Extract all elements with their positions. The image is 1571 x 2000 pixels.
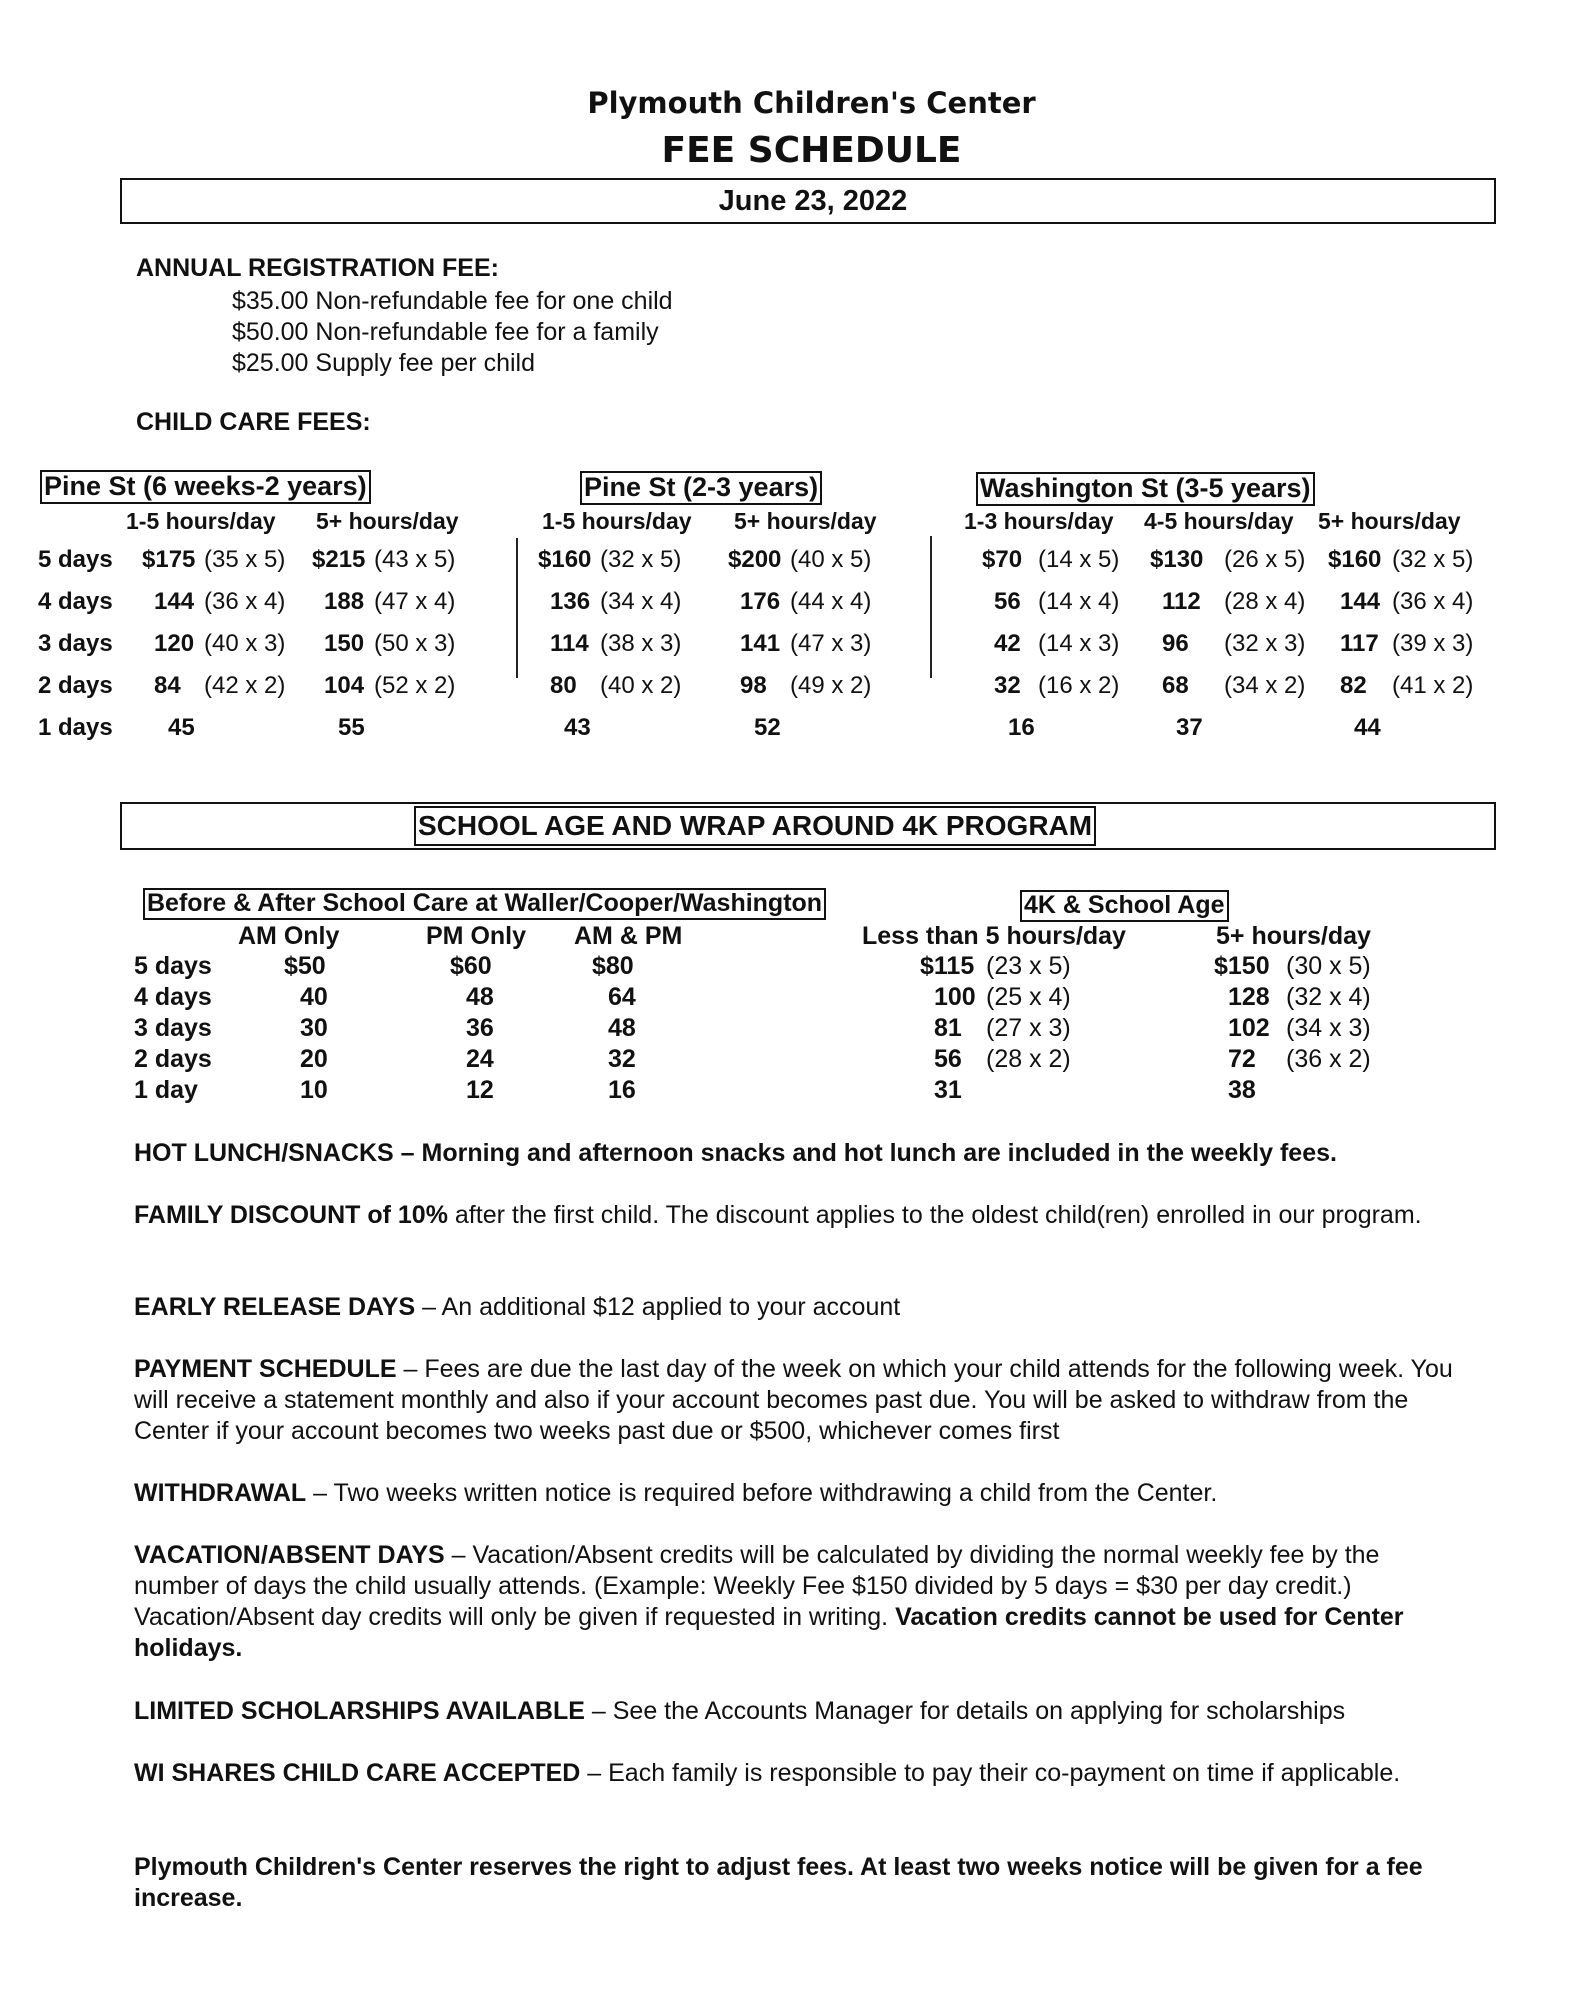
- policy-wi-shares: WI SHARES CHILD CARE ACCEPTED – Each family is responsible to pay their co-payment on time if applicable.: [134, 1759, 1401, 1787]
- fee-calc: (14 x 4): [1038, 588, 1120, 615]
- policy-reserve-rights: Plymouth Children's Center reserves the right to adjust fees. At least two weeks notice will be given for a fee increase.: [134, 1853, 1423, 1912]
- fee-calc: (41 x 2): [1392, 672, 1474, 699]
- fee-calc: (30 x 5): [1286, 952, 1371, 980]
- fee-calc: (14 x 3): [1038, 630, 1120, 657]
- fee-price: 72: [1228, 1045, 1256, 1073]
- day-label: 1 days: [38, 714, 113, 741]
- fee-calc: (32 x 5): [600, 546, 682, 573]
- policy-early-release: EARLY RELEASE DAYS – An additional $12 applied to your account: [134, 1293, 901, 1321]
- k4-title: 4K & School Age: [1020, 890, 1229, 922]
- day-label: 3 days: [38, 630, 113, 657]
- fee-calc: (43 x 5): [374, 546, 456, 573]
- fee-calc: (38 x 3): [600, 630, 682, 657]
- fee-price: 48: [608, 1014, 636, 1042]
- fee-price: 30: [300, 1014, 328, 1042]
- fee-price: 55: [338, 714, 365, 741]
- fee-price: 188: [324, 588, 365, 615]
- col-header: 5+ hours/day: [316, 508, 459, 534]
- fee-price: 102: [1228, 1014, 1270, 1042]
- fee-price: 136: [550, 588, 591, 615]
- fee-price: 24: [466, 1045, 494, 1073]
- fee-price: 16: [1008, 714, 1035, 741]
- fee-price: 80: [550, 672, 577, 699]
- policy-payment: PAYMENT SCHEDULE – Fees are due the last day of the week on which your child attends for the following week. You will receive a statement monthly and also if your account becomes past due. You will be asked to withdraw from the Center if your account becomes two weeks past due or $500, whichever comes first: [134, 1355, 1453, 1445]
- fee-price: 81: [934, 1014, 962, 1042]
- col-header: 1-3 hours/day: [964, 508, 1114, 534]
- fee-price: 144: [154, 588, 195, 615]
- fee-price: 84: [154, 672, 181, 699]
- fee-price: 117: [1340, 630, 1379, 657]
- fee-calc: (28 x 4): [1224, 588, 1306, 615]
- fee-calc: (47 x 4): [374, 588, 456, 615]
- fee-price: 96: [1162, 630, 1189, 657]
- policy-family-discount: FAMILY DISCOUNT of 10% after the first child. The discount applies to the oldest child(ren) enrolled in our program.: [134, 1201, 1422, 1229]
- fee-calc: (50 x 3): [374, 630, 456, 657]
- group-title-pine-toddler: Pine St (2-3 years): [580, 471, 822, 505]
- fee-calc: (40 x 3): [204, 630, 286, 657]
- fee-calc: (44 x 4): [790, 588, 872, 615]
- fee-calc: (52 x 2): [374, 672, 456, 699]
- fee-price: 16: [608, 1076, 636, 1104]
- fee-price: 48: [466, 983, 494, 1011]
- col-header: 5+ hours/day: [1318, 508, 1461, 534]
- fee-calc: (36 x 4): [204, 588, 286, 615]
- fee-price: $60: [450, 952, 492, 980]
- date-banner: [120, 178, 1496, 224]
- fee-calc: (14 x 5): [1038, 546, 1120, 573]
- day-label: 2 days: [134, 1045, 212, 1073]
- fee-calc: (23 x 5): [986, 952, 1071, 980]
- fee-calc: (16 x 2): [1038, 672, 1120, 699]
- fee-price: 150: [324, 630, 365, 657]
- column-divider: [930, 536, 932, 678]
- fee-calc: (39 x 3): [1392, 630, 1474, 657]
- fee-calc: (35 x 5): [204, 546, 286, 573]
- col-header: AM & PM: [574, 922, 683, 950]
- col-header: AM Only: [238, 922, 340, 950]
- col-header: 1-5 hours/day: [126, 508, 276, 534]
- date-text: June 23, 2022: [718, 185, 908, 217]
- fee-price: $70: [982, 546, 1023, 573]
- col-header: 5+ hours/day: [1216, 922, 1371, 950]
- registration-heading: ANNUAL REGISTRATION FEE:: [136, 254, 499, 282]
- fee-calc: (25 x 4): [986, 983, 1071, 1011]
- page-title: FEE SCHEDULE: [661, 130, 962, 171]
- fee-calc: (32 x 3): [1224, 630, 1306, 657]
- fee-price: 52: [754, 714, 781, 741]
- fee-price: 36: [466, 1014, 494, 1042]
- fee-price: $130: [1150, 546, 1204, 573]
- col-header: 5+ hours/day: [734, 508, 877, 534]
- group-title-pine-infant: Pine St (6 weeks-2 years): [40, 470, 371, 504]
- fee-price: 82: [1340, 672, 1367, 699]
- fee-price: $160: [538, 546, 592, 573]
- registration-lines: [232, 286, 673, 379]
- fee-price: $215: [312, 546, 366, 573]
- registration-line: $35.00 Non-refundable fee for one child: [232, 287, 673, 315]
- fee-price: 45: [168, 714, 195, 741]
- fee-price: $50: [284, 952, 326, 980]
- day-label: 2 days: [38, 672, 113, 699]
- col-header: 4-5 hours/day: [1144, 508, 1294, 534]
- fee-price: 31: [934, 1076, 962, 1104]
- fee-price: 64: [608, 983, 636, 1011]
- fee-price: 128: [1228, 983, 1270, 1011]
- fee-price: 40: [300, 983, 328, 1011]
- day-label: 5 days: [38, 546, 113, 573]
- fee-price: 44: [1354, 714, 1381, 741]
- fee-price: 38: [1228, 1076, 1256, 1104]
- fee-price: 37: [1176, 714, 1203, 741]
- fee-calc: (49 x 2): [790, 672, 872, 699]
- fee-price: 12: [466, 1076, 494, 1104]
- fee-price: $175: [142, 546, 196, 573]
- policy-withdrawal: WITHDRAWAL – Two weeks written notice is required before withdrawing a child from the Center.: [134, 1479, 1218, 1507]
- fee-calc: (34 x 2): [1224, 672, 1306, 699]
- fee-calc: (28 x 2): [986, 1045, 1071, 1073]
- group-title-washington: Washington St (3-5 years): [976, 472, 1315, 506]
- fee-calc: (42 x 2): [204, 672, 286, 699]
- fee-price: 56: [994, 588, 1021, 615]
- fee-price: 32: [994, 672, 1021, 699]
- fee-price: $150: [1214, 952, 1270, 980]
- fee-price: 100: [934, 983, 976, 1011]
- fee-price: $80: [592, 952, 634, 980]
- child-care-heading: CHILD CARE FEES:: [136, 408, 371, 436]
- fee-price: 98: [740, 672, 767, 699]
- fee-price: 68: [1162, 672, 1189, 699]
- day-label: 4 days: [38, 588, 113, 615]
- school-age-banner: [120, 802, 1496, 850]
- policy-scholarships: LIMITED SCHOLARSHIPS AVAILABLE – See the Accounts Manager for details on applying for scholarships: [134, 1697, 1346, 1725]
- before-after-title: Before & After School Care at Waller/Cooper/Washington: [143, 888, 826, 920]
- fee-calc: (34 x 4): [600, 588, 682, 615]
- day-label: 3 days: [134, 1014, 212, 1042]
- fee-calc: (40 x 2): [600, 672, 682, 699]
- fee-price: 144: [1340, 588, 1381, 615]
- school-age-title: SCHOOL AGE AND WRAP AROUND 4K PROGRAM: [414, 806, 1096, 846]
- fee-price: 112: [1162, 588, 1201, 615]
- col-header: PM Only: [426, 922, 527, 950]
- fee-price: 120: [154, 630, 195, 657]
- fee-price: 20: [300, 1045, 328, 1073]
- fee-price: 114: [550, 630, 589, 657]
- day-label: 5 days: [134, 952, 212, 980]
- policy-hot-lunch: HOT LUNCH/SNACKS – Morning and afternoon snacks and hot lunch are included in the weekly fees.: [134, 1139, 1337, 1167]
- fee-price: $115: [920, 952, 975, 980]
- fee-price: $200: [728, 546, 782, 573]
- registration-line: $50.00 Non-refundable fee for a family: [232, 318, 659, 346]
- registration-line: $25.00 Supply fee per child: [232, 349, 535, 377]
- fee-calc: (26 x 5): [1224, 546, 1306, 573]
- fee-calc: (32 x 5): [1392, 546, 1474, 573]
- col-header: 1-5 hours/day: [542, 508, 692, 534]
- fee-calc: (32 x 4): [1286, 983, 1371, 1011]
- fee-price: 104: [324, 672, 365, 699]
- day-label: 1 day: [134, 1076, 198, 1104]
- fee-price: 43: [564, 714, 591, 741]
- fee-price: 10: [300, 1076, 328, 1104]
- fee-calc: (40 x 5): [790, 546, 872, 573]
- day-label: 4 days: [134, 983, 212, 1011]
- fee-calc: (27 x 3): [986, 1014, 1071, 1042]
- col-header: Less than 5 hours/day: [862, 922, 1126, 950]
- org-name: Plymouth Children's Center: [587, 86, 1036, 120]
- fee-calc: (36 x 4): [1392, 588, 1474, 615]
- fee-calc: (34 x 3): [1286, 1014, 1371, 1042]
- fee-price: 56: [934, 1045, 962, 1073]
- fee-price: 176: [740, 588, 781, 615]
- fee-calc: (36 x 2): [1286, 1045, 1371, 1073]
- policy-vacation: VACATION/ABSENT DAYS – Vacation/Absent credits will be calculated by dividing the normal weekly fee by the number of days the child usually attends. (Example: Weekly Fee $150 divided by 5 days = $30 per day credit.) Vacation/Absent day credits will only be given if requested in writing. Vacation credits cannot be used for Center holidays.: [134, 1541, 1404, 1662]
- fee-calc: (47 x 3): [790, 630, 872, 657]
- fee-price: $160: [1328, 546, 1382, 573]
- column-divider: [516, 538, 518, 678]
- fee-price: 141: [740, 630, 781, 657]
- fee-price: 42: [994, 630, 1021, 657]
- fee-price: 32: [608, 1045, 636, 1073]
